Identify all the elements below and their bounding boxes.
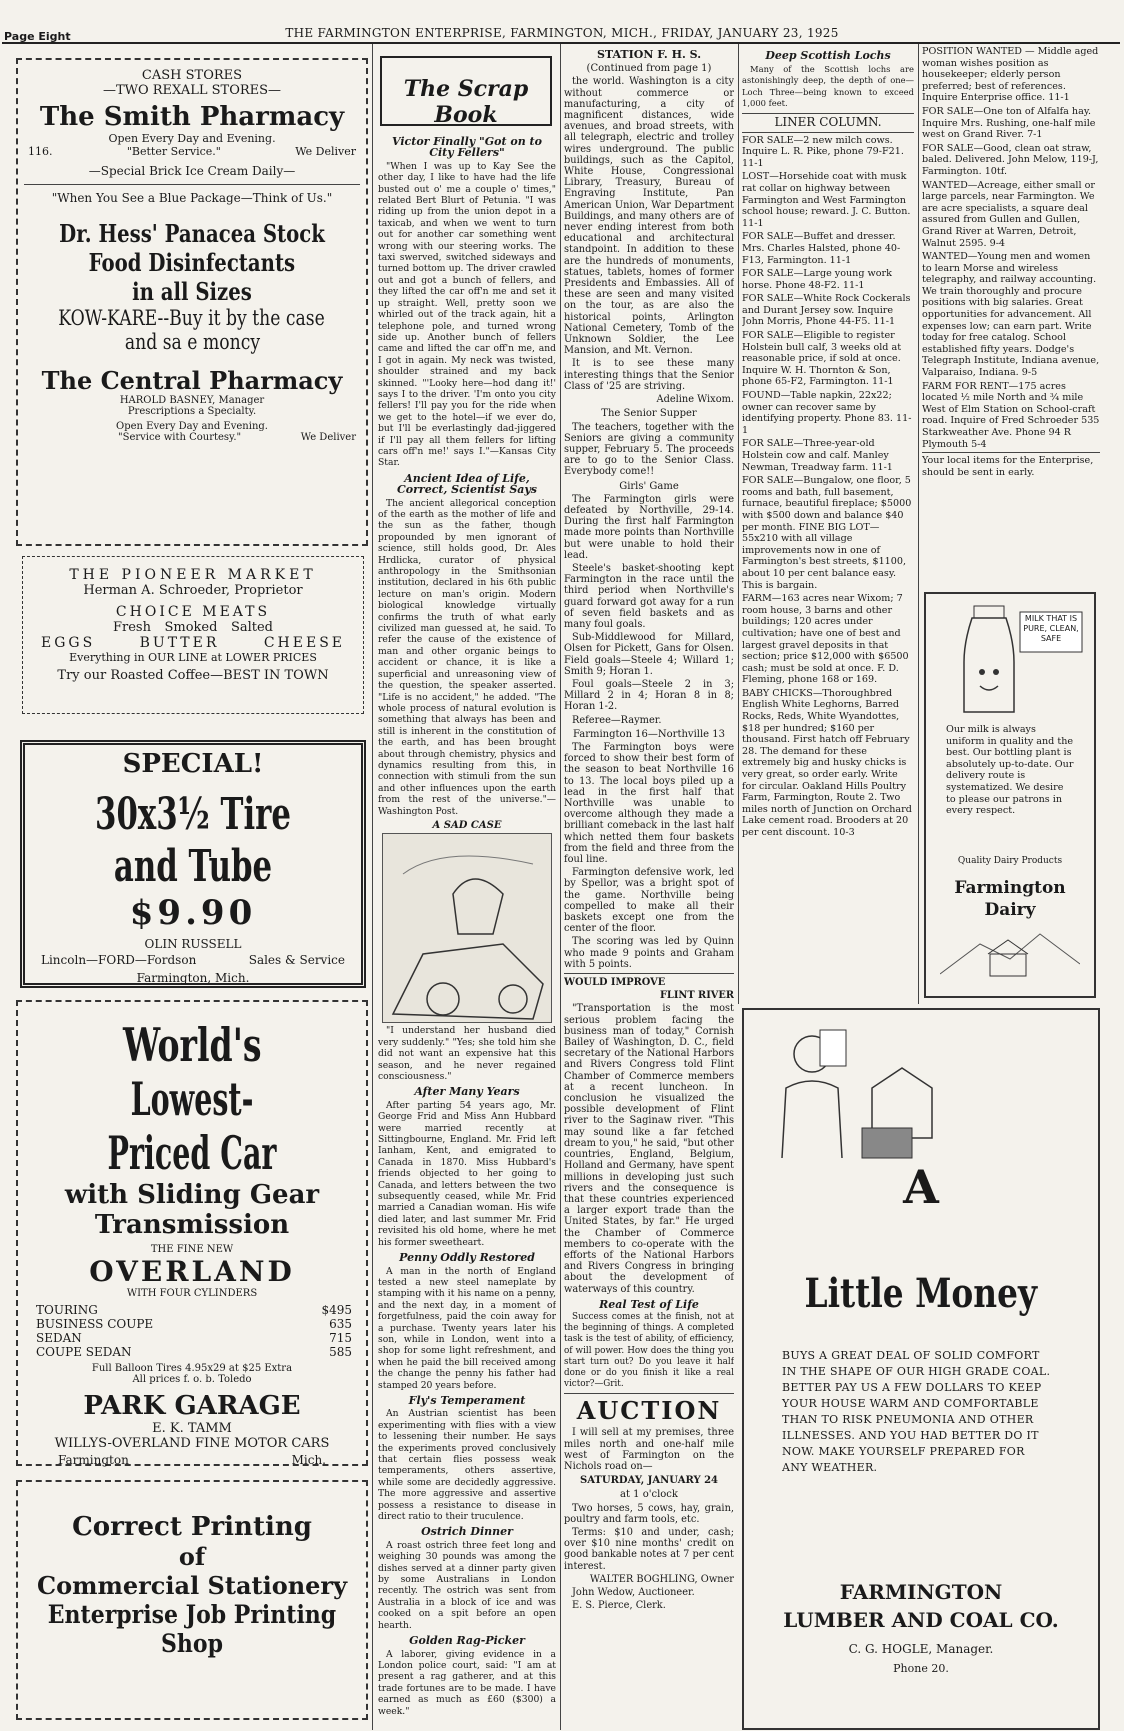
farm-scene-illustration [940,924,1080,984]
classified-ad: FOR SALE—White Rock Cockerals and Durant Jersey sow. Inquire John Morris, Phone 44-F5. 11-1 [742,293,911,328]
overland-brand: OVERLAND [89,1255,295,1288]
classified-ad: FOR SALE—Eligible to register Holstein bull calf, 3 weeks old at reasonable price, if sold at once. Inquire W. H. Thornton & Son, phone 65-F2, Farmington. 11-1 [742,330,902,388]
fine-new: THE FINE NEW [150,1244,234,1255]
classified-ad: FOR SALE—Buffet and dresser. Mrs. Charles Halsted, phone 40-F13, Farmington. 11-1 [742,231,901,266]
article-body: Many of the Scottish lochs are astonishingly deep, the depth of one—Loch Three—being known to exceed 1,000 feet. [742,63,914,109]
overland-head3: with Sliding Gear [64,1180,320,1210]
central-hours: Open Every Day and Evening. [116,421,268,432]
smith-phone: 116. [28,145,53,158]
column-divider [738,44,739,1004]
article-body: Steele's basket-shooting kept Farmington in the race until the third period when Northville's guard forward got away for a run of seven field baskets and as many foul goals. [564,562,734,630]
scrapbook-logo: The Scrap Book [380,56,552,126]
boys-heading: Farmington 16—Northville 13 [573,728,725,740]
auction-auctioneer: John Wedow, Auctioneer. [572,1587,695,1598]
cash-stores: CASH STORES [141,68,243,83]
station-heading: STATION F. H. S. [596,48,702,61]
article-heading: After Many Years [414,1085,520,1099]
printing-l4: Enterprise Job Printing Shop [47,1600,337,1658]
article-body: Sub-Middlewood for Millard, Olsen for Pickett, Gans for Olsen. Field goals—Steele 4; Willard 1; Smith 9; Horan 1. [564,632,734,677]
auction-items: Two horses, 5 cows, hay, grain, poultry and farm tools, etc. [564,1502,734,1525]
printing-ad [16,1480,368,1720]
classified-ad: WANTED—Acreage, either small or large parcels, near Farmington. We are acre specialists, a square deal assured from Gullen and Gullen, Grand River at Warren, Detroit, Walnut 2595. 9-4 [922,179,1095,249]
hess-line1: Dr. Hess' Panacea Stock [59,219,325,248]
classified-ad: FOR SALE—Bungalow, one floor, 5 rooms and bath, full basement, furnace, beautiful fireplace; $5000 with $500 down and balance $40 per month. FINE BIG LOT—55x210 with all village improvements now in one of Farmington's best streets, $1100, about 10 per cent balance easy. This is bargain. [742,475,912,591]
coal-ad [742,1008,1100,1730]
pharmacy-ad [16,58,368,546]
smith-hours: Open Every Day and Evening. [108,132,276,145]
article-heading: Victor Finally "Got on to City Fellers" [392,135,542,160]
classified-ad: FOR SALE—2 new milch cows. Inquire L. R. Pike, phone 79-F21. 11-1 [742,134,904,169]
pioneer-market-ad [22,556,364,714]
printing-l3: Commercial Stationery [36,1571,348,1600]
classified-ad: FOR SALE—Large young work horse. Phone 48-F2. 11-1 [742,268,892,291]
article-heading: Deep Scottish Lochs [765,49,891,62]
auction-owner: WALTER BOGHLING, Owner [589,1573,734,1585]
blue-package: "When You See a Blue Package—Think of Us." [51,191,333,205]
four-cylinders: WITH FOUR CYLINDERS [126,1288,258,1299]
hess-line3: in all Sizes [132,277,252,306]
model-row: BUSINESS COUPE 635 [36,1317,352,1331]
flint-heading-2: FLINT RIVER [659,990,734,1002]
station-sub: (Continued from page 1) [586,63,712,75]
page-header [0,0,1124,43]
column-divider [918,44,919,1004]
hess-line2: Food Disinfectants [88,248,296,277]
salted: Salted [230,620,273,635]
dairy-ad [924,592,1096,998]
dealer-town: Farmington, Mich. [136,971,250,985]
dealer-lines: Lincoln—FORD—Fordson [41,953,197,967]
dealer-service: Sales & Service [248,953,345,967]
column-divider [560,44,561,1730]
liner-heading: LINER COLUMN. [742,113,914,133]
classified-ad: BABY CHICKS—Thoroughbred English White Leghorns, Barred Rocks, Reds, White Wyandottes, $18 per hundred; $160 per thousand. First hatch off February 28. The demand for these extremely big and husky chicks is very great, so order early. Write for circular. Oakland Hills Poultry Farm, Farmington, Route 2. Two miles north of Junction on Orchard Lake cement road. Brooders at 20 per cent discount. 10-3 [742,687,912,838]
article-signature: Adeline Wixom. [656,394,734,406]
items-note: Your local items for the Enterprise, should be sent in early. [922,452,1100,478]
cartoon-illustration [382,833,552,1023]
bottle-sign: MILK THAT IS PURE, CLEAN, SAFE [1023,614,1079,643]
cartoon-caption: "I understand her husband died very suddenly." "Yes; she told him she did not want an expensive hat this season, and he never regained consciousness." [378,1025,556,1082]
garage-state: Mich. [291,1453,326,1467]
auction-time: at 1 o'clock [620,1489,678,1501]
article-body: The ancient allegorical conception of the earth as the mother of life and the sun as the father, though propounded by men ignorant of science, still holds good, Dr. Ales Hrdlicka, curator of physical anthropology in the Smithsonian institution, declared in his 6th public lecture on man's origin. Modern biological knowledge virtually confirms the truth of what early civilized man guessed at, he said. To refer the cause of the existence of man and other organic beings to accident or chance, it is like a superficial and unreasoning view of the question, the speaker asserted. "Life is no accident," he added. "The whole process of natural evolution is something that always has been and still is inherent in the constitution of the earth, and has been brought about through chemistry, physics and dynamics resulting from this, in connection with stimuli from the sun and other influences upon the earth from the rest of the universe."—Washington Post. [378,497,556,817]
article-body: Foul goals—Steele 2 in 3; Millard 2 in 4; Horan 8 in 8; Horan 1-2. [564,678,734,713]
girls-heading: Girls' Game [619,480,679,492]
coffee-line: Try our Roasted Coffee—BEST IN TOWN [57,668,329,683]
supper-heading: The Senior Supper [601,408,697,420]
article-body: The Farmington boys were forced to show their best form of the season to beat Northville 16 to 13. The local boys piled up a lead in the first half that Northville was unable to overcome although they made a brilliant comeback in the last half which netted them four baskets from the field and three from the foul line. [564,741,734,866]
header-rule [2,42,1120,44]
fob-toledo: All prices f. o. b. Toledo [132,1374,252,1385]
article-body: "Transportation is the most serious problem facing the business man of today," Cornish Bailey of Washington, D. C., field secretary of the National Harbors and Rivers Congress told Flint Chamber of Commerce members at a recent luncheon. In conclusion he visualized the possible development of Flint river to the Saginaw river. "This may sound like a far fetched dream to you," he said, "but other countries, England, Belgium, Holland and Germany, have spent millions in developing just such rivers and the consequence is that these countries experienced a larger export trade than the United States, by far." He urged the Chamber of Commerce members to co-operate with the efforts of the National Harbors and Rivers Congress in bringing about the development of waterways of this country. [564,1003,734,1295]
model-row: TOURING $495 [36,1303,352,1317]
garage-owner: E. K. TAMM [152,1421,232,1436]
cheese: CHEESE [263,635,345,651]
cartoon-title: A SAD CASE [432,819,502,831]
coal-body: BUYS A GREAT DEAL OF SOLID COMFORT IN THE SHAPE OF OUR HIGH GRADE COAL. BETTER PAY US A FEW DOLLARS TO KEEP YOUR HOUSE WARM AND COMFORTABLE THAN TO RISK PNEUMONIA AND OTHER ILLNESSES. AND YOU HAD BETTER DO IT NOW. MAKE YOURSELF PREPARED FOR ANY WEATHER. [782,1349,1051,1474]
dairy-products: Quality Dairy Products [957,856,1063,866]
dairy-text: Our milk is always uniform in quality and the best. Our bottling plant is absolutely up-to-date. Our delivery route is systematized. We desire to please our patrons in every respect. [946,724,1074,817]
article-body: It is to see these many interesting things that the Senior Class of '25 are striving. [564,358,734,392]
model-row: SEDAN 715 [36,1331,352,1345]
article-heading: Ostrich Dinner [421,1525,513,1539]
butter: BUTTER [139,635,220,651]
fresh: Fresh [113,620,151,635]
auction-heading: AUCTION [576,1396,722,1426]
smoked: Smoked [164,620,218,635]
article-body: A man in the north of England tested a new steel nameplate by stamping with it his name on a penny, and the next day, in a moment of forgetfulness, paid the coin away for a purchase. Twenty years later his son, while in London, went into a shop for some light refreshment, and when he paid the bill received among the change the penny his father had stamped 20 years before. [378,1265,556,1391]
dairy-name-2: Dairy [984,900,1036,920]
choice-meats: CHOICE MEATS [115,604,271,620]
kowkare-line2: and sa e monсy [124,330,260,354]
article-body: The teachers, together with the Seniors are giving a community supper, February 5. The proceeds are to go to the Senior Class. Everybody come!! [564,421,734,478]
page-number: Page Eight [4,30,71,43]
tire-special-ad [20,740,366,988]
auction-date: SATURDAY, JANUARY 24 [580,1475,718,1487]
liner-column [742,46,914,1004]
article-heading: Real Test of Life [599,1297,699,1311]
coal-company-1: FARMINGTON [839,1580,1003,1604]
everything-line: Everything in OUR LINE at LOWER PRICES [69,651,317,664]
wants-column [922,46,1100,586]
pioneer-owner: Herman A. Schroeder, Proprietor [83,583,303,598]
ice-cream-line: —Special Brick Ice Cream Daily— [88,164,296,178]
column-divider [372,44,373,1730]
smith-motto: "Better Service." [126,145,221,158]
smith-pharmacy: The Smith Pharmacy [39,102,345,132]
article-body: Referee—Raymer. [572,714,662,726]
news-column [564,46,734,1728]
classified-ad: FOUND—Table napkin, 22x22; owner can recover same by identifying property. Phone 83. 11-1 [742,390,912,436]
classified-ad: FARM—163 acres near Wixom; 7 room house, 3 barns and other buildings; 120 acres under cultivation; have one of best and largest gravel deposits in that section; price $12,000 with $6500 cash; must be sold at once. F. D. Fleming, phone 168 or 169. [742,593,909,686]
overland-ad [16,1000,368,1466]
auction-clerk: E. S. Pierce, Clerk. [572,1600,666,1612]
overland-head1: World's [122,1018,262,1072]
pioneer-title: THE PIONEER MARKET [69,567,317,583]
tire-price: $9.90 [129,893,257,933]
coal-man-illustration [752,1018,942,1168]
article-body: A laborer, giving evidence in a London police court, said: "I am at present a rag gatherer, and at this trade fortunes are to be made. I have earned as much as £60 ($300) a week." [378,1648,556,1717]
printing-l1: Correct Printing [72,1512,312,1542]
rexall-stores: —TWO REXALL STORES— [102,83,282,98]
classified-ad: FOR SALE—Three-year-old Holstein cow and calf. Manley Newman, Treadway farm. 11-1 [742,438,893,473]
article-heading: Golden Rag-Picker [409,1634,525,1648]
classified-ad: FOR SALE—One ton of Alfalfa hay. Inquire Mrs. Rushing, one-half mile west on Grand River. 7-1 [922,105,1096,141]
model-row: COUPE SEDAN 585 [36,1345,352,1359]
central-courtesy: "Service with Courtesy." [118,432,242,443]
central-pharmacy: The Central Pharmacy [41,366,343,395]
article-heading: Penny Oddly Restored [399,1251,535,1265]
dairy-name-1: Farmington [954,878,1066,898]
kowkare-line1: KOW-KARE--Buy it by the case [58,306,326,330]
article-body: An Austrian scientist has been experimenting with flies with a view to lessening their number. He says the experiments proved conclusively that certain flies possess weak temperaments, others assertive, while some are decidedly aggressive. The more aggressive and assertive possess a resistance to disease in direct ratio to their truculence. [378,1408,556,1523]
garage-town: Farmington [58,1453,129,1467]
overland-head2: Lowest-Priced Car [107,1072,277,1180]
classified-ad: POSITION WANTED — Middle aged woman wishes position as housekeeper; elderly person preferred; best of references. Inquire Enterprise office. 11-1 [922,46,1099,104]
article-body: A roast ostrich three feet long and weighing 30 pounds was among the dishes served at a dinner party given by some Australians in London recently. The ostrich was sent from Australia in a block of ice and was cooked on a spit before an open hearth. [378,1539,556,1631]
coal-company-2: LUMBER AND COAL CO. [783,1608,1059,1632]
article-heading: Fly's Temperament [408,1393,526,1407]
flint-heading-1: WOULD IMPROVE [564,977,666,989]
classified-ad: FARM FOR RENT—175 acres located ½ mile North and ¾ mile West of Elm Station on School-craft road. Inquire of Fred Schroeder 535 Starkweather Ave. Phone 94 R Plymouth 5-4 [922,380,1100,450]
model-list [18,1299,366,1359]
masthead: THE FARMINGTON ENTERPRISE, FARMINGTON, MICH., FRIDAY, JANUARY 23, 1925 [285,26,839,40]
coal-headline: Little Money [804,1270,1038,1317]
coal-manager: C. G. HOGLE, Manager. [848,1642,994,1656]
article-body: Success comes at the finish, not at the beginning of things. A completed task is the test of ability, of efficiency, of will power. How does the thing you start turn out? Do you leave it half done or do you finish it like a real victor?—Grit. [564,1311,734,1390]
overland-head4: Transmission [94,1210,290,1240]
park-garage: PARK GARAGE [83,1391,301,1421]
scrapbook-column [378,132,556,1726]
classified-ad: FOR SALE—Good, clean oat straw, baled. Delivered. John Melow, 119-J, Farmington. 10tf. [922,142,1099,177]
auction-terms: Terms: $10 and under, cash; over $10 nine months' credit on good bankable notes at 7 per cent interest. [564,1526,734,1572]
classified-ad: WANTED—Young men and women to learn Morse and wireless telegraphy, and railway accounting. We train thoroughly and procure positions with big salaries. Great opportunities for advancement. All expenses low; can earn part. Write today for free catalog. School established fifty years. Dodge's Telegraph Institute, Indiana avenue, Valparaiso, Indiana. 9-5 [922,251,1100,379]
article-body: After parting 54 years ago, Mr. George Frid and Miss Ann Hubbard were married recently at Sittingbourne, England. Mr. Frid left Ianham, Kent, and emigrated to Canada in 1870. Miss Hubbard's friends objected to her going to Canada, and letters between the two subsequently ceased, while Mr. Frid married a Canadian woman. His wife died later, and last summer Mr. Frid revisited his old home, where he met his former sweetheart. [378,1099,556,1248]
central-manager: HAROLD BASNEY, Manager [119,395,265,406]
article-body: "When I was up to Kay See the other day, I like to have had the life busted out o' me a couple o' times," related Bert Blurt of Petunia. "I was riding up from the union depot in a taxicab, and when we went to turn out for another car something went wrong with our steering works. The taxi swerved, switched sideways and turned bottom up. The driver crawled out and got a bunch of fellers, and they lifted the car off'n me and set it up straight. Well, pretty soon we whirled out of the track again, hit a telephone pole, and turned wrong side up. Another bunch of fellers came and lifted the car off'n me, and I got in again. My neck was twisted, shoulder strained and my back skinned. "'Looky here—hod dang it!' says I to the driver. 'I'm onto you city fellers! I'll pay you for the ride when we get to the hotel—if we ever do, but I'll be everlastingly dad-jiggered if I'll pay all them fellers for lifting cars off'n me!' says I."—Kansas City Star. [378,160,556,469]
classified-ad: LOST—Horsehide coat with musk rat collar on highway between Farmington and West Farmington school house; reward. J. C. Button. 11-1 [742,171,911,229]
article-body: The scoring was led by Quinn who made 9 points and Graham with 5 points. [564,936,734,970]
article-heading: Ancient Idea of Life, Correct, Scientist Says [397,471,537,497]
special-heading: SPECIAL! [122,749,264,779]
coal-phone: Phone 20. [893,1662,949,1675]
tire-headline: 30x3½ Tire and Tube [95,789,291,892]
central-rx: Prescriptions a Specialty. [127,406,257,417]
willys-line: WILLYS-OVERLAND FINE MOTOR CARS [54,1436,330,1451]
smith-deliver: We Deliver [295,145,356,158]
article-body: the world. Washington is a city without commerce or manufacturing, a city of magnificent distances, wide avenues, and broad streets, with all telegraph, electric and trolley wires underground. The public buildings, such as the Capitol, White House, Congressional Library, Treasury, Bureau of Engraving Institute, Pan American Union, War Department Buildings, and many others are of never ending interest from both educational and architectural standpoint. In addition to these are the hundreds of monuments, statues, tablets, homes of former Presidents and Embassies. All of these are seen and many visited on the tour, as are also the historical points, Arlington National Cemetery, Tomb of the Unknown Soldier, the Lee Mansion, and Mt. Vernon. [564,76,734,357]
article-body: The Farmington girls were defeated by Northville, 29-14. During the first half Farmington made more points than Northville but were unable to hold their lead. [564,493,734,561]
balloon-tires: Full Balloon Tires 4.95x29 at $25 Extra [91,1363,293,1374]
central-deliver: We Deliver [300,432,356,443]
dealer-name: OLIN RUSSELL [144,937,242,951]
printing-l2: of [178,1542,206,1571]
auction-body: I will sell at my premises, three miles north and one-half mile west of Farmington on the Nichols road on— [564,1427,734,1472]
coal-letter-a: A [903,1160,939,1214]
eggs: EGGS [41,635,96,651]
article-body: Farmington defensive work, led by Spellor, was a bright spot of the game. Northville being compelled to make all their baskets except one from the center of the floor. [564,867,734,935]
